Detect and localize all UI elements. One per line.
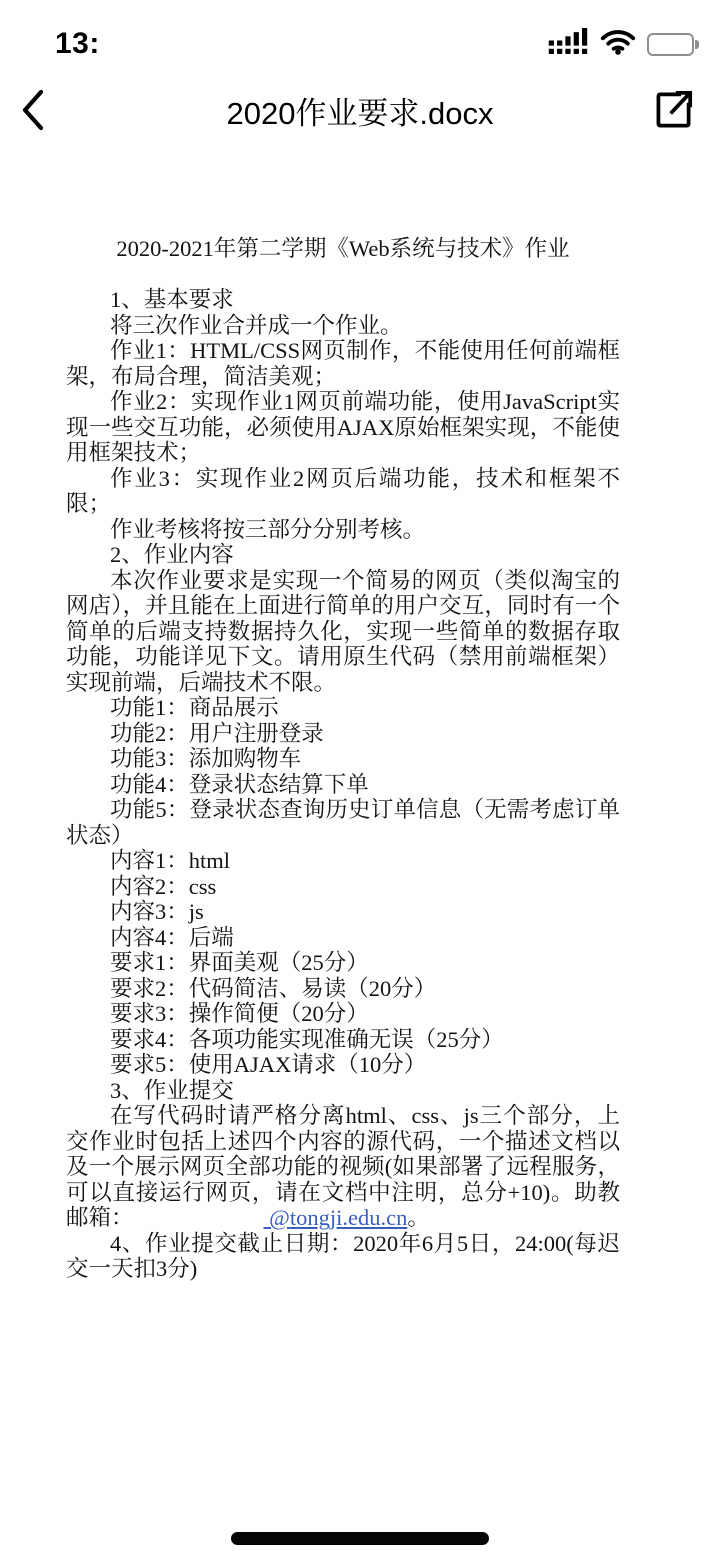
doc-heading: 2020-2021年第二学期《Web系统与技术》作业 (116, 236, 570, 261)
doc-submission-paragraph (66, 1103, 620, 1231)
home-indicator[interactable] (231, 1532, 489, 1545)
document-page[interactable] (0, 236, 720, 1498)
battery-cap (695, 40, 699, 49)
doc-paragraph: 3、作业提交 (110, 1077, 234, 1103)
wifi-icon (600, 29, 636, 60)
doc-paragraph: 功能4：登录状态结算下单 (110, 771, 369, 797)
doc-paragraph: 功能3：添加购物车 (110, 746, 302, 771)
status-bar (0, 0, 720, 70)
doc-paragraph: 作业考核将按三部分分别考核。 (110, 516, 426, 542)
submission-text: 在写代码时请严格分离html、css、js三个部分，上交作业时包括上述四个内容的源代码，一个描述文档以及一个展示网页全部功能的视频(如果部署了远程服务，可以直接运行网页，请在文档中注明，总分+10)。助教邮箱： (66, 1103, 620, 1230)
doc-paragraph: 功能1：商品展示 (110, 695, 279, 720)
doc-paragraph: 内容1：html (110, 848, 231, 873)
doc-paragraph: 要求2：代码简洁、易读（20分） (110, 975, 437, 1001)
doc-paragraph: 功能5：登录状态查询历史订单信息（无需考虑订单状态） (66, 797, 620, 848)
doc-paragraph: 内容2：css (110, 873, 217, 899)
nav-bar (0, 66, 720, 154)
doc-paragraph: 1、基本要求 (110, 287, 234, 312)
doc-deadline-paragraph: 4、作业提交截止日期：2020年6月5日，24:00(每迟交一天扣3分) (66, 1230, 620, 1281)
back-button[interactable] (16, 88, 50, 134)
doc-paragraph: 2、作业内容 (110, 542, 234, 567)
doc-paragraph: 作业3：实现作业2网页后端功能，技术和框架不限； (66, 465, 620, 516)
doc-paragraph: 将三次作业合并成一个作业。 (110, 312, 403, 338)
open-in-external-icon (648, 85, 698, 138)
doc-paragraph: 要求4：各项功能实现准确无误（25分） (110, 1026, 504, 1052)
doc-paragraph: 功能2：用户注册登录 (110, 720, 324, 746)
status-icons (548, 28, 694, 60)
doc-paragraph: 内容3：js (110, 899, 204, 924)
document-title: 2020作业要求.docx (226, 95, 494, 131)
doc-paragraph: 内容4：后端 (110, 924, 234, 950)
share-button[interactable] (646, 84, 700, 138)
doc-paragraph: 要求3：操作简便（20分） (110, 1001, 369, 1026)
assistant-email-link[interactable]: @tongji.edu.cn (263, 1205, 408, 1230)
doc-paragraph: 作业1：HTML/CSS网页制作，不能使用任何前端框架，布局合理，简洁美观； (66, 338, 620, 389)
submission-text-end: 。 (407, 1205, 430, 1230)
doc-paragraph: 要求5：使用AJAX请求（10分） (110, 1052, 427, 1077)
chevron-left-icon (21, 89, 45, 134)
status-time: 13: (55, 27, 100, 60)
battery-icon (647, 33, 694, 56)
doc-paragraph: 作业2：实现作业1网页前端功能，使用JavaScript实现一些交互功能，必须使用AJAX原始框架实现，不能使用框架技术； (66, 389, 620, 465)
cellular-signal-icon (548, 28, 589, 60)
doc-paragraph: 要求1：界面美观（25分） (110, 950, 369, 975)
doc-paragraph: 本次作业要求是实现一个简易的网页（类似淘宝的网店），并且能在上面进行简单的用户交互，同时有一个简单的后端支持数据持久化，实现一些简单的数据存取功能，功能详见下文。请用原生代码（禁用前端框架）实现前端，后端技术不限。 (66, 567, 620, 695)
